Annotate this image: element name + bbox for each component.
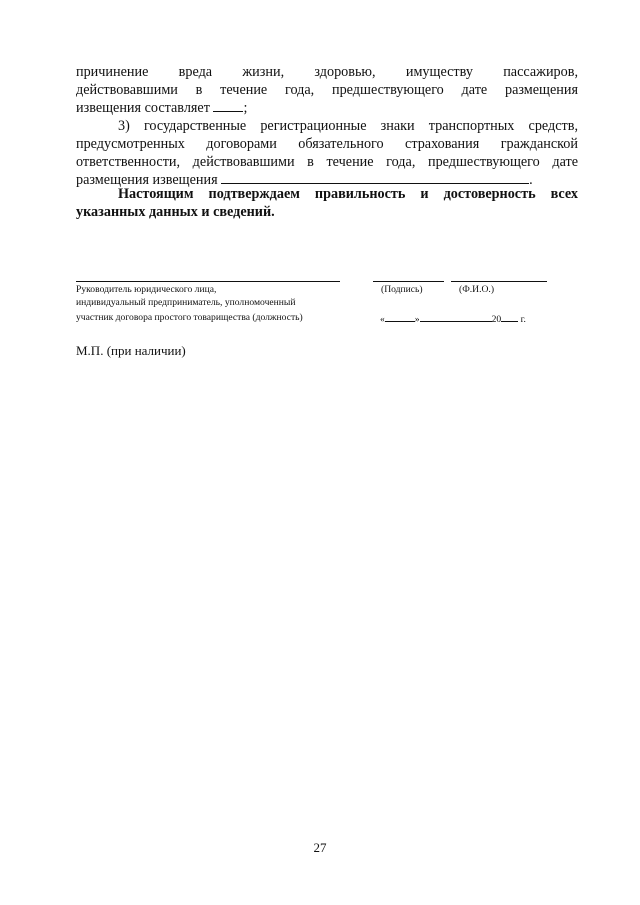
paragraph-registration-plates [76, 117, 578, 189]
text-line: указанных данных и сведений. [76, 204, 275, 220]
month-blank [420, 312, 492, 322]
year-blank [501, 312, 518, 322]
day-blank [385, 312, 415, 322]
date-quote-close: » [414, 314, 420, 325]
signature-caption: (Подпись) [381, 284, 423, 295]
text-line: ответственности, действовавшими в течение года, предшествующего дате [76, 154, 578, 170]
page-number: 27 [313, 840, 327, 855]
text-line: Настоящим подтверждаем правильность и достоверность всех [118, 186, 578, 202]
signer-role-line: Руководитель юридического лица, [76, 284, 217, 295]
text-line: действовавшими в течение года, предшествующего дате размещения [76, 82, 578, 98]
signer-role-line: участник договора простого товарищества (должность) [76, 312, 303, 323]
fill-in-blank [213, 99, 243, 112]
stamp-note: М.П. (при наличии) [76, 343, 186, 358]
fill-in-blank [221, 171, 529, 184]
signer-role-line: индивидуальный предприниматель, уполномоченный [76, 297, 296, 308]
text-line: предусмотренных договорами обязательного страхования гражданской [76, 136, 578, 152]
date-field [380, 312, 526, 326]
paragraph-passenger-damage [76, 63, 578, 117]
confirmation-statement [76, 185, 578, 221]
year-suffix: г. [520, 314, 526, 325]
name-caption: (Ф.И.О.) [459, 284, 495, 295]
text-fragment: извещения составляет [76, 100, 210, 116]
text-line: 3) государственные регистрационные знаки транспортных средств, [118, 118, 578, 134]
date-quote-open: « [380, 314, 385, 325]
text-fragment: ; [243, 100, 248, 116]
text-line [76, 99, 578, 117]
position-line [76, 281, 340, 282]
text-fragment: размещения извещения [76, 172, 218, 188]
name-line [451, 281, 547, 282]
year-prefix: 20 [491, 314, 502, 325]
text-line: причинение вреда жизни, здоровью, имуществу пассажиров, [76, 64, 578, 80]
text-fragment: . [529, 172, 533, 188]
signature-line [373, 281, 444, 282]
